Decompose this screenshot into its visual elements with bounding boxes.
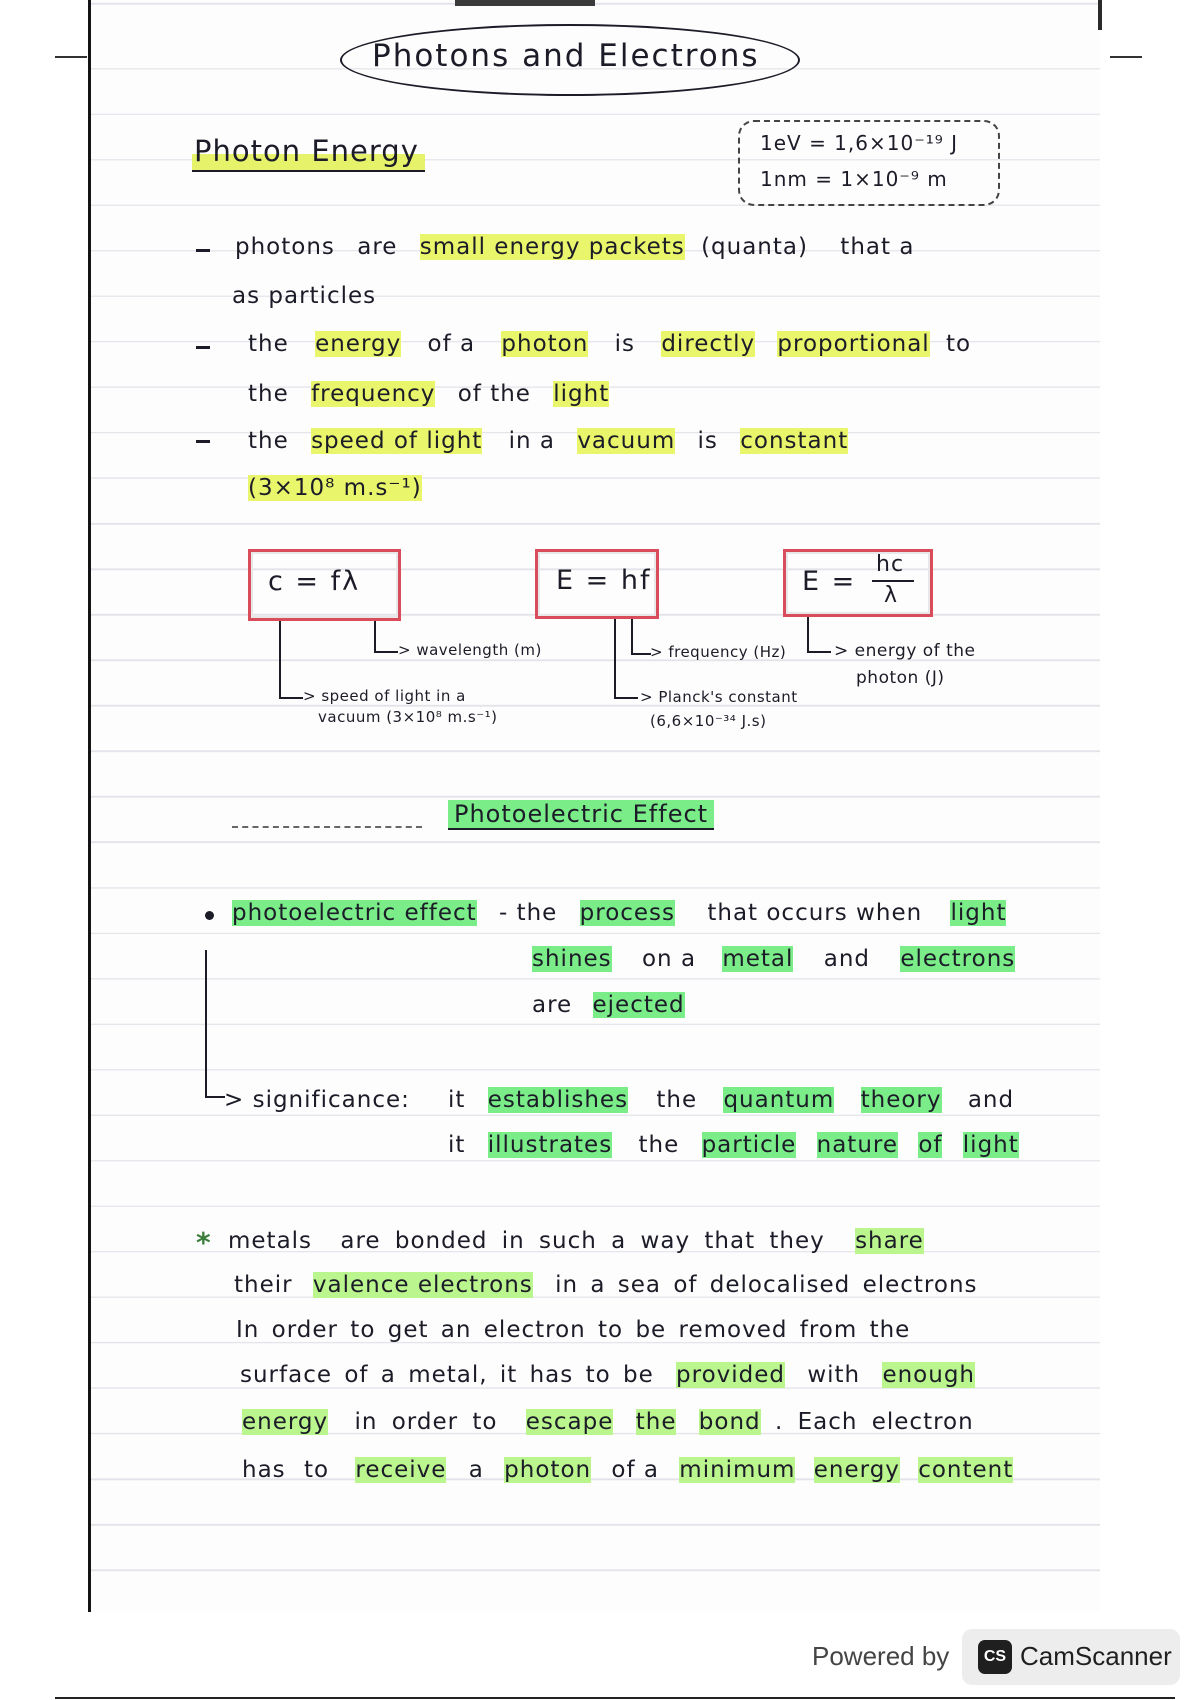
label-frequency: > frequency (Hz) [650, 643, 787, 661]
point2-line1 [248, 331, 971, 357]
text: in order to [354, 1409, 498, 1435]
label-plancks-constant: > Planck's constant [640, 688, 798, 706]
metals-line3: In order to get an electron to be removed from the [236, 1317, 911, 1343]
highlight-minimum: minimum [679, 1457, 796, 1483]
label-energy-photon: > energy of the [834, 641, 976, 661]
fraction-bar [872, 580, 914, 582]
highlight-nature: nature [816, 1132, 898, 1158]
highlight-process: process [579, 900, 676, 926]
highlight-valence-electrons: valence electrons [312, 1272, 533, 1298]
highlight-theory: theory [860, 1087, 942, 1113]
highlight-shines: shines [532, 946, 612, 972]
text: is [614, 331, 636, 357]
asterisk-marker: * [196, 1226, 212, 1259]
highlight-energy: energy [813, 1457, 900, 1483]
highlight-photon: photon [501, 331, 589, 357]
text: the [248, 381, 289, 407]
highlight-proportional: proportional [777, 331, 930, 357]
metals-line4 [240, 1362, 975, 1388]
text: and [967, 1087, 1015, 1113]
pointer-line [614, 697, 638, 699]
highlight-light: light [553, 381, 610, 407]
label-speed-value: vacuum (3×10⁸ m.s⁻¹) [318, 708, 498, 726]
pointer-line [614, 619, 616, 697]
text: of a [611, 1457, 659, 1483]
highlight-ejected: ejected [592, 992, 685, 1018]
heading-dashes [232, 826, 422, 828]
powered-by-label: Powered by [812, 1641, 950, 1671]
text: are bonded in such a way that they [340, 1228, 825, 1254]
text: of a [427, 331, 476, 357]
pointer-line [205, 1096, 225, 1098]
text: the [248, 331, 289, 357]
text: it [448, 1087, 466, 1113]
formula-energy-left: E = [802, 566, 857, 597]
highlight-enough: enough [882, 1362, 975, 1388]
formula-energy-numerator: hc [876, 552, 905, 577]
edge-mark-right [1110, 56, 1142, 58]
text: in a [508, 428, 555, 454]
definition-line3 [532, 992, 685, 1018]
highlight-escape: escape [525, 1409, 614, 1435]
text: the [248, 428, 289, 454]
page-title: Photons and Electrons [372, 38, 760, 74]
highlight-electrons: electrons [900, 946, 1016, 972]
point3-line1 [248, 428, 848, 454]
highlight-light: light [962, 1132, 1019, 1158]
page-right-edge [1098, 0, 1102, 30]
highlight-particle: particle [701, 1132, 797, 1158]
camscanner-brand: CamScanner [1020, 1641, 1172, 1671]
section-heading-photon-energy: Photon Energy [192, 134, 425, 172]
bullet-dash [196, 440, 210, 443]
text: that a [840, 234, 915, 260]
bottom-border [55, 1697, 1175, 1699]
highlight-establishes: establishes [487, 1087, 629, 1113]
highlight-photoelectric-effect: photoelectric effect [232, 900, 477, 926]
camscanner-icon: CS [978, 1640, 1012, 1674]
point1-line2: as particles [232, 283, 377, 309]
highlight-frequency: frequency [311, 381, 436, 407]
highlight-energy: energy [242, 1409, 329, 1435]
page-left-edge [88, 0, 91, 1612]
conversion-ev: 1eV = 1,6×10⁻¹⁹ J [760, 131, 959, 155]
formula-wave: c = fλ [268, 566, 361, 597]
text: has to [242, 1457, 330, 1483]
highlight-content: content [918, 1457, 1014, 1483]
highlight-photon: photon [504, 1457, 592, 1483]
label-plancks-value: (6,6×10⁻³⁴ J.s) [650, 712, 767, 730]
pointer-line [279, 697, 303, 699]
pointer-line [807, 651, 831, 653]
edge-mark-left [55, 56, 87, 58]
text: . Each electron [774, 1409, 974, 1435]
text: on a [641, 946, 697, 972]
text: in a sea of delocalised electrons [555, 1272, 978, 1298]
highlight-speed-value: (3×10⁸ m.s⁻¹) [248, 475, 422, 501]
text: surface of a metal, it has to be [240, 1362, 654, 1388]
point3-line2 [248, 475, 422, 501]
text: it [448, 1132, 466, 1158]
highlight-bond: bond [698, 1409, 761, 1435]
highlight-quantum: quantum [723, 1087, 835, 1113]
pointer-line [374, 621, 376, 651]
metals-line5 [242, 1409, 974, 1435]
metals-line2 [234, 1272, 978, 1298]
definition-line2 [532, 946, 1015, 972]
point1-line1 [235, 234, 914, 260]
highlight-provided: provided [676, 1362, 786, 1388]
highlight-illustrates: illustrates [487, 1132, 613, 1158]
section-heading-photoelectric: Photoelectric Effect [448, 800, 714, 830]
highlight-energy: energy [315, 331, 402, 357]
highlight-light: light [950, 900, 1007, 926]
point2-line2 [248, 381, 609, 407]
highlight-share: share [855, 1228, 924, 1254]
pointer-line [631, 619, 633, 653]
text: are [532, 992, 573, 1018]
formula-energy-denominator: λ [884, 583, 899, 608]
definition-line1 [232, 900, 1006, 926]
label-wavelength: > wavelength (m) [398, 641, 542, 659]
highlight-vacuum: vacuum [577, 428, 676, 454]
text: metals [228, 1228, 313, 1254]
text: the [638, 1132, 680, 1158]
significance-line2 [448, 1132, 1019, 1158]
bullet-dash [196, 249, 210, 252]
bullet-dash [196, 346, 210, 349]
text: that occurs when [707, 900, 923, 926]
metals-line1 [228, 1228, 924, 1254]
text: - the [498, 900, 558, 926]
significance-line1 [448, 1087, 1014, 1113]
text: the [656, 1087, 698, 1113]
highlight-speed-of-light: speed of light [311, 428, 483, 454]
highlight-of: of [918, 1132, 943, 1158]
text: are [357, 234, 398, 260]
label-speed-of-light: > speed of light in a [303, 687, 466, 705]
text: their [234, 1272, 293, 1298]
bullet-dot [205, 911, 214, 920]
text: is [697, 428, 718, 454]
pointer-line [807, 617, 809, 651]
text: and [823, 946, 871, 972]
page-top-strip [455, 0, 595, 6]
text: (quanta) [701, 234, 808, 260]
text: of the [457, 381, 531, 407]
text: a [468, 1457, 484, 1483]
text: to [946, 331, 972, 357]
pointer-line [374, 651, 398, 653]
highlight-directly: directly [661, 331, 756, 357]
highlight-constant: constant [740, 428, 849, 454]
metals-line6 [242, 1457, 1013, 1483]
text: with [807, 1362, 861, 1388]
significance-label: > significance: [224, 1087, 410, 1113]
pointer-line [279, 621, 281, 697]
pointer-line [205, 950, 207, 1096]
pointer-line [631, 653, 651, 655]
highlight-metal: metal [722, 946, 794, 972]
formula-planck: E = hf [556, 565, 652, 596]
highlight-receive: receive [355, 1457, 447, 1483]
highlight-small-energy-packets: small energy packets [419, 234, 685, 260]
label-energy-unit: photon (J) [856, 668, 945, 688]
text: photons [235, 234, 335, 260]
conversion-nm: 1nm = 1×10⁻⁹ m [760, 167, 948, 191]
highlight-the: the [635, 1409, 677, 1435]
